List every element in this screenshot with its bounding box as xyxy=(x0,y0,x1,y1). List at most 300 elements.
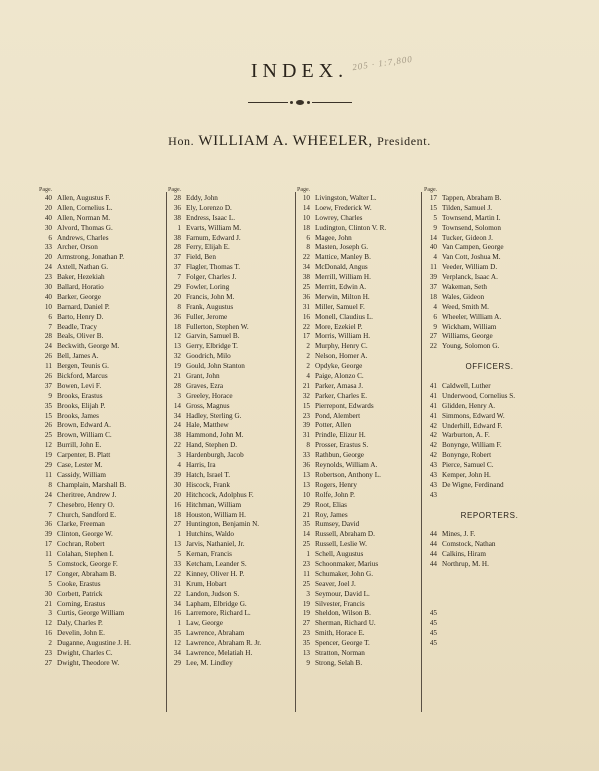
entry-name: Hutchins, Waldo xyxy=(186,530,234,539)
entry-name: Bowen, Levi F. xyxy=(57,381,102,390)
entry-name: Champlain, Marshall B. xyxy=(57,480,127,489)
entry-page-number: 37 xyxy=(173,263,181,272)
entry-name: Seymour, David L. xyxy=(315,589,370,598)
page-header-label: Page. xyxy=(39,187,53,193)
index-entry xyxy=(37,629,164,639)
entry-page-number: 36 xyxy=(44,520,52,529)
index-entry xyxy=(37,530,164,540)
entry-page-number: 40 xyxy=(44,213,52,222)
index-entry xyxy=(166,342,293,352)
index-entry xyxy=(166,580,293,590)
entry-name xyxy=(442,609,557,619)
entry-page-number: 37 xyxy=(429,283,437,292)
index-entry xyxy=(295,629,422,639)
entry-page-number: 14 xyxy=(302,203,310,212)
index-entry xyxy=(295,253,422,263)
entry-page-number: 35 xyxy=(302,520,310,529)
index-entry xyxy=(166,461,293,471)
index-entry xyxy=(422,619,557,629)
entry-name: Goodrich, Milo xyxy=(186,352,231,361)
index-entry xyxy=(37,501,164,511)
entry-name: Strong, Selah B. xyxy=(315,658,363,667)
entry-page-number: 18 xyxy=(302,223,310,232)
entry-page-number: 9 xyxy=(433,322,437,331)
entry-name: Parker, Amasa J. xyxy=(315,381,364,390)
entry-name: Burrill, John E. xyxy=(57,441,102,450)
entry-page-number: 4 xyxy=(177,461,181,470)
entry-page-number: 25 xyxy=(302,579,310,588)
index-entry xyxy=(422,412,557,422)
entry-page-number: 24 xyxy=(173,421,181,430)
entry-name: Francis, John M. xyxy=(186,292,235,301)
entry-name: Beals, Oliver B. xyxy=(57,332,104,341)
entry-page-number: 5 xyxy=(48,559,52,568)
entry-page-number: 42 xyxy=(429,421,437,430)
entry-page-number: 20 xyxy=(44,253,52,262)
index-entry xyxy=(166,293,293,303)
index-entry xyxy=(37,243,164,253)
index-entry xyxy=(166,600,293,610)
entry-page-number: 43 xyxy=(429,470,437,479)
page-header-label: Page. xyxy=(168,187,182,193)
index-entry xyxy=(422,540,557,550)
index-entry xyxy=(295,204,422,214)
entry-page-number: 1 xyxy=(306,550,310,559)
index-entry xyxy=(422,243,557,253)
entry-page-number: 6 xyxy=(306,233,310,242)
index-entry xyxy=(295,481,422,491)
entry-page-number: 39 xyxy=(302,421,310,430)
entry-page-number: 6 xyxy=(433,312,437,321)
entry-name: Cheritree, Andrew J. xyxy=(57,490,117,499)
entry-page-number: 18 xyxy=(173,322,181,331)
index-entry xyxy=(166,659,293,669)
index-entry xyxy=(37,471,164,481)
entry-page-number: 23 xyxy=(302,559,310,568)
entry-page-number: 35 xyxy=(302,639,310,648)
entry-page-number: 39 xyxy=(44,530,52,539)
entry-page-number: 35 xyxy=(173,629,181,638)
entry-name: Fuller, Jerome xyxy=(186,312,228,321)
entry-name: Spencer, George T. xyxy=(315,639,370,648)
index-entry xyxy=(422,402,557,412)
index-entry xyxy=(295,412,422,422)
entry-page-number: 45 xyxy=(429,609,437,618)
entry-name: Weed, Smith M. xyxy=(442,302,489,311)
index-entry xyxy=(37,570,164,580)
entry-name: Dwight, Charles C. xyxy=(57,648,113,657)
index-entry xyxy=(37,224,164,234)
index-entry xyxy=(166,382,293,392)
entry-name: Pond, Alembert xyxy=(315,411,361,420)
index-entry xyxy=(37,619,164,629)
index-entry xyxy=(166,471,293,481)
index-entry xyxy=(37,491,164,501)
index-entry xyxy=(422,323,557,333)
index-entry xyxy=(295,431,422,441)
index-title: INDEX. xyxy=(250,60,349,82)
index-entry xyxy=(37,273,164,283)
entry-page-number: 7 xyxy=(48,500,52,509)
entry-page-number: 13 xyxy=(173,342,181,351)
index-entry xyxy=(295,471,422,481)
entry-page-number: 15 xyxy=(302,401,310,410)
entry-name: Seaver, Joel J. xyxy=(315,579,356,588)
entry-page-number: 27 xyxy=(44,658,52,667)
entry-page-number: 1 xyxy=(177,223,181,232)
entry-name: Tucker, Gideon J. xyxy=(442,233,493,242)
entry-name: Underwood, Cornelius S. xyxy=(442,391,516,400)
index-entry xyxy=(295,194,422,204)
entry-page-number: 11 xyxy=(45,362,52,371)
index-entry xyxy=(37,639,164,649)
index-entry xyxy=(37,441,164,451)
entry-name: Farnum, Edward J. xyxy=(186,233,241,242)
index-entry xyxy=(37,263,164,273)
entry-name: Schoonmaker, Marius xyxy=(315,559,379,568)
entry-name: Brooks, Erastus xyxy=(57,391,103,400)
entry-name: Kemper, John H. xyxy=(442,470,491,479)
index-entry xyxy=(166,283,293,293)
index-entry xyxy=(37,194,164,204)
page-header-label: Page. xyxy=(424,187,438,193)
index-entry xyxy=(422,639,557,649)
entry-name: Mattice, Manley B. xyxy=(315,253,371,262)
index-entry xyxy=(422,342,557,352)
entry-name: Rolfe, John P. xyxy=(315,490,355,499)
entry-name: Dwight, Theodore W. xyxy=(57,658,120,667)
index-entry xyxy=(422,263,557,273)
entry-page-number: 10 xyxy=(302,213,310,222)
entry-page-number: 43 xyxy=(429,480,437,489)
entry-name: Endress, Isaac L. xyxy=(186,213,236,222)
entry-name: Larremore, Richard L. xyxy=(186,609,251,618)
entry-page-number: 36 xyxy=(173,203,181,212)
entry-name: Allen, Cornelius L. xyxy=(57,203,113,212)
entry-page-number: 20 xyxy=(44,203,52,212)
entry-page-number: 29 xyxy=(173,283,181,292)
entry-name: Corning, Erastus xyxy=(57,599,106,608)
entry-name: Caldwell, Luther xyxy=(442,381,491,390)
index-entry xyxy=(166,550,293,560)
entry-name: Grant, John xyxy=(186,372,220,381)
entry-name: Clarke, Freeman xyxy=(57,520,105,529)
entry-name: Lee, M. Lindley xyxy=(186,658,233,667)
entry-name: Paige, Alonzo C. xyxy=(315,372,364,381)
index-entry xyxy=(295,461,422,471)
index-entry xyxy=(166,204,293,214)
entry-page-number: 30 xyxy=(173,480,181,489)
entry-name: Fullerton, Stephen W. xyxy=(186,322,249,331)
entry-page-number: 29 xyxy=(44,461,52,470)
entry-page-number: 38 xyxy=(173,431,181,440)
index-entry xyxy=(37,392,164,402)
entry-page-number: 7 xyxy=(48,510,52,519)
index-entry xyxy=(295,570,422,580)
entry-name: Opdyke, George xyxy=(315,362,363,371)
entry-page-number: 36 xyxy=(302,292,310,301)
index-entry xyxy=(295,332,422,342)
index-entry xyxy=(37,461,164,471)
entry-name: Flagler, Thomas T. xyxy=(186,263,241,272)
index-entry xyxy=(295,550,422,560)
entry-name: Van Cott, Joshua M. xyxy=(442,253,501,262)
entry-name: Bonynge, William F. xyxy=(442,441,502,450)
entry-name: Pierce, Samuel C. xyxy=(442,461,494,470)
index-entry xyxy=(295,283,422,293)
entry-page-number: 32 xyxy=(173,352,181,361)
index-entry xyxy=(37,609,164,619)
index-entry xyxy=(166,362,293,372)
entry-name: Lawrence, Abraham R. Jr. xyxy=(186,639,262,648)
index-entry xyxy=(37,402,164,412)
entry-name: Bell, James A. xyxy=(57,352,99,361)
entry-page-number: 16 xyxy=(173,500,181,509)
entry-name: Ketcham, Leander S. xyxy=(186,559,247,568)
entry-page-number: 12 xyxy=(44,619,52,628)
index-entry xyxy=(37,303,164,313)
entry-page-number: 2 xyxy=(306,362,310,371)
entry-page-number: 11 xyxy=(45,550,52,559)
index-entry xyxy=(166,194,293,204)
entry-name: Russell, Abraham D. xyxy=(315,530,375,539)
entry-name: Magee, John xyxy=(315,233,352,242)
entry-page-number: 22 xyxy=(429,342,437,351)
entry-page-number: 13 xyxy=(302,648,310,657)
index-entry xyxy=(37,421,164,431)
index-entry xyxy=(166,560,293,570)
entry-page-number: 41 xyxy=(429,391,437,400)
index-entry xyxy=(422,422,557,432)
index-entry xyxy=(37,332,164,342)
index-entry xyxy=(295,352,422,362)
entry-name: Landon, Judson S. xyxy=(186,589,240,598)
entry-page-number: 45 xyxy=(429,619,437,628)
index-entry xyxy=(295,619,422,629)
index-entry xyxy=(166,214,293,224)
index-entry xyxy=(295,402,422,412)
entry-page-number: 17 xyxy=(429,194,437,202)
entry-name: Monell, Claudius L. xyxy=(315,312,373,321)
entry-name: Glidden, Henry A. xyxy=(442,401,496,410)
entry-page-number: 10 xyxy=(302,490,310,499)
entry-name: Tappen, Abraham B. xyxy=(442,194,502,202)
entry-name: Townsend, Martin I. xyxy=(442,213,501,222)
entry-page-number: 20 xyxy=(173,490,181,499)
index-entry xyxy=(422,253,557,263)
entry-page-number: 21 xyxy=(44,599,52,608)
entry-name: Eddy, John xyxy=(186,194,218,202)
entry-name: Silvester, Francis xyxy=(315,599,365,608)
entry-name: Case, Lester M. xyxy=(57,461,103,470)
index-entry xyxy=(295,580,422,590)
entry-name: Livingston, Walter L. xyxy=(315,194,377,202)
entry-page-number: 38 xyxy=(173,233,181,242)
entry-name: Hale, Matthew xyxy=(186,421,229,430)
entry-page-number: 27 xyxy=(173,520,181,529)
entry-name: Barnard, Daniel P. xyxy=(57,302,110,311)
entry-name: Rathbun, George xyxy=(315,451,364,460)
entry-page-number: 16 xyxy=(44,629,52,638)
entry-name: Greeley, Horace xyxy=(186,391,233,400)
index-entry xyxy=(37,580,164,590)
entry-name: Cochran, Robert xyxy=(57,540,105,549)
entry-name xyxy=(442,491,557,501)
index-entry xyxy=(166,590,293,600)
entry-name: Calkins, Hiram xyxy=(442,550,486,559)
page-subtitle xyxy=(0,133,599,150)
entry-name: Hitchman, William xyxy=(186,500,242,509)
entry-name: Brooks, James xyxy=(57,411,99,420)
entry-name: Hammond, John M. xyxy=(186,431,244,440)
entry-name: Folger, Charles J. xyxy=(186,273,237,282)
entry-page-number: 30 xyxy=(44,223,52,232)
entry-name: Brown, William C. xyxy=(57,431,112,440)
entry-page-number: 20 xyxy=(173,292,181,301)
index-entry xyxy=(422,560,557,570)
index-entry xyxy=(37,481,164,491)
entry-name: Lawrence, Abraham xyxy=(186,629,245,638)
entry-page-number: 25 xyxy=(302,540,310,549)
entry-name: Tilden, Samuel J. xyxy=(442,203,493,212)
entry-name: Pierrepont, Edwards xyxy=(315,401,374,410)
index-entry xyxy=(295,520,422,530)
entry-name: Kinney, Oliver H. P. xyxy=(186,569,245,578)
index-entry xyxy=(166,649,293,659)
entry-page-number: 6 xyxy=(48,233,52,242)
index-entry xyxy=(37,372,164,382)
title-ornament xyxy=(248,100,352,106)
index-entry xyxy=(295,382,422,392)
entry-name: Merrill, William H. xyxy=(315,273,371,282)
index-entry xyxy=(166,402,293,412)
entry-page-number: 45 xyxy=(429,629,437,638)
index-entry xyxy=(422,609,557,619)
entry-page-number: 42 xyxy=(429,451,437,460)
index-entry xyxy=(166,491,293,501)
entry-name: Graves, Ezra xyxy=(186,381,224,390)
entry-page-number: 40 xyxy=(429,243,437,252)
index-column-1 xyxy=(37,186,164,669)
entry-page-number: 23 xyxy=(44,273,52,282)
entry-page-number: 24 xyxy=(44,490,52,499)
index-entry xyxy=(422,293,557,303)
index-entry xyxy=(422,441,557,451)
index-entry xyxy=(295,560,422,570)
entry-name: Beadle, Tracy xyxy=(57,322,97,331)
entry-name: Prindle, Elizur H. xyxy=(315,431,366,440)
entry-page-number: 5 xyxy=(433,213,437,222)
entry-name: Nelson, Homer A. xyxy=(315,352,368,361)
entry-name: Hiscock, Frank xyxy=(186,480,230,489)
entry-name: Frank, Augustus xyxy=(186,302,234,311)
index-entry xyxy=(37,362,164,372)
entry-page-number: 1 xyxy=(177,619,181,628)
entry-page-number: 29 xyxy=(173,658,181,667)
entry-page-number: 41 xyxy=(429,411,437,420)
entry-page-number: 30 xyxy=(44,589,52,598)
entry-name: Mines, J. F. xyxy=(442,530,476,539)
entry-page-number: 8 xyxy=(177,302,181,311)
entry-page-number: 5 xyxy=(48,579,52,588)
entry-page-number: 9 xyxy=(48,391,52,400)
entry-page-number: 9 xyxy=(306,658,310,667)
entry-page-number: 28 xyxy=(173,381,181,390)
index-entry xyxy=(166,273,293,283)
reporters-heading: REPORTERS. xyxy=(460,510,519,520)
entry-page-number: 31 xyxy=(173,579,181,588)
entry-name: Murphy, Henry C. xyxy=(315,342,368,351)
entry-name: Simmons, Edward W. xyxy=(442,411,505,420)
entry-name: Gould, John Stanton xyxy=(186,362,245,371)
entry-page-number: 24 xyxy=(44,263,52,272)
index-column-2 xyxy=(166,186,293,669)
entry-page-number: 18 xyxy=(429,292,437,301)
entry-name: Hand, Stephen D. xyxy=(186,441,238,450)
entry-name: Kernan, Francis xyxy=(186,550,232,559)
entry-name: Williams, George xyxy=(442,332,493,341)
index-entry xyxy=(422,313,557,323)
entry-page-number: 33 xyxy=(173,559,181,568)
entry-page-number: 23 xyxy=(44,648,52,657)
index-entry xyxy=(166,392,293,402)
entry-page-number: 10 xyxy=(44,302,52,311)
index-entry xyxy=(166,303,293,313)
entry-name: Comstock, Nathan xyxy=(442,540,496,549)
entry-name: Sheldon, Wilson B. xyxy=(315,609,371,618)
index-entry xyxy=(295,273,422,283)
index-entry xyxy=(37,342,164,352)
entry-name: Hitchcock, Adolphus F. xyxy=(186,490,254,499)
entry-name: Van Campen, George xyxy=(442,243,504,252)
index-entry xyxy=(295,600,422,610)
entry-page-number: 23 xyxy=(302,629,310,638)
entry-name: Robertson, Anthony L. xyxy=(315,470,381,479)
index-entry xyxy=(166,253,293,263)
entry-name: Hardenburgh, Jacob xyxy=(186,451,244,460)
list-spacer xyxy=(422,570,557,580)
entry-page-number: 15 xyxy=(429,203,437,212)
entry-page-number: 16 xyxy=(173,609,181,618)
index-entry xyxy=(295,293,422,303)
entry-page-number: 27 xyxy=(302,619,310,628)
entry-name: Hatch, Israel T. xyxy=(186,470,231,479)
entry-name: Bergen, Teunis G. xyxy=(57,362,109,371)
index-entry xyxy=(422,214,557,224)
index-entry xyxy=(166,481,293,491)
entry-page-number: 17 xyxy=(44,540,52,549)
entry-name: De Wigne, Ferdinand xyxy=(442,480,504,489)
entry-name: Reynolds, William A. xyxy=(315,461,378,470)
index-entry xyxy=(166,234,293,244)
entry-page-number: 5 xyxy=(177,550,181,559)
entry-name: Roy, James xyxy=(315,510,348,519)
entry-page-number: 40 xyxy=(44,194,52,202)
index-entry xyxy=(422,273,557,283)
entry-page-number: 39 xyxy=(429,273,437,282)
index-entry xyxy=(37,214,164,224)
entry-name: Corbett, Patrick xyxy=(57,589,103,598)
entry-name: Gross, Magnus xyxy=(186,401,230,410)
entry-name: Ely, Lorenzo D. xyxy=(186,203,232,212)
entry-page-number: 41 xyxy=(429,381,437,390)
entry-page-number: 40 xyxy=(44,292,52,301)
entry-name: Smith, Horace E. xyxy=(315,629,365,638)
entry-page-number: 38 xyxy=(173,213,181,222)
entry-name: Cassidy, William xyxy=(57,470,107,479)
entry-name: Veeder, William D. xyxy=(442,263,498,272)
index-entry xyxy=(295,441,422,451)
